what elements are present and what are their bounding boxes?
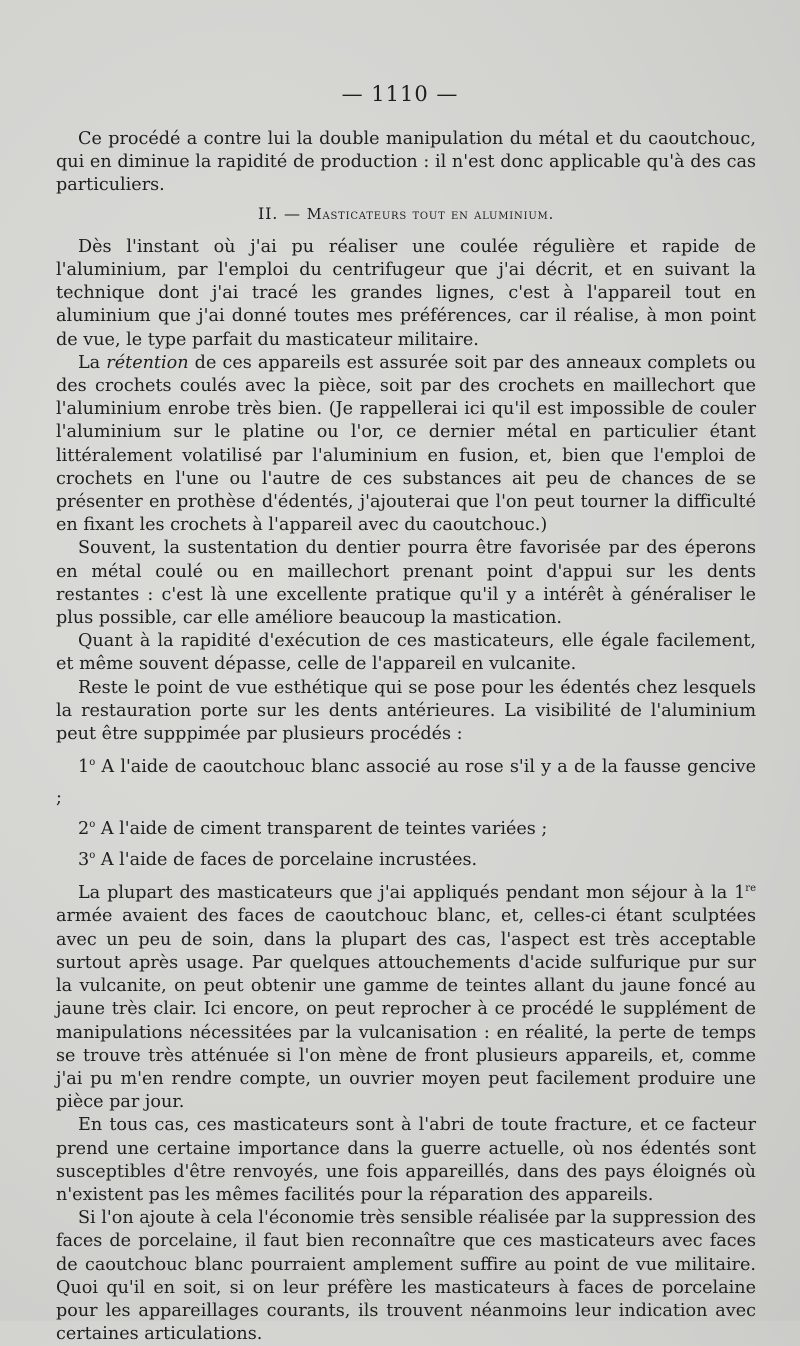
list-marker: 1 bbox=[78, 757, 90, 778]
list-marker: 2 bbox=[78, 819, 90, 840]
body-text bbox=[56, 128, 756, 1346]
section-title: Masticateurs tout en aluminium. bbox=[306, 206, 554, 223]
paragraph: Quant à la rapidité d'exécution de ces masticateurs, elle égale facilement, et même souvent dépasse, celle de l'appareil en vulcanite. bbox=[56, 631, 756, 675]
section-number: II. — bbox=[257, 203, 301, 223]
list-marker-sup: o bbox=[89, 819, 96, 831]
paragraph: Souvent, la sustentation du dentier pourra être favorisée par des éperons en métal coulé ou en maillechort prenant point d'appui sur les dents restantes : c'est là une excellente pratique qu'il y a intérêt à généraliser le plus possible, car elle améliore beaucoup la mastication. bbox=[56, 538, 756, 629]
list-marker-sup: o bbox=[89, 850, 96, 862]
paragraph: Dès l'instant où j'ai pu réaliser une coulée régulière et rapide de l'aluminium, par l'emploi du centrifugeur que j'ai décrit, et en suivant la technique dont j'ai tracé les grandes lignes, c'est à l'appareil tout en aluminium que j'ai donné toutes mes préférences, car il réalise, à mon point de vue, le type parfait du masticateur militaire. bbox=[56, 236, 756, 350]
paragraph-text: La bbox=[78, 352, 107, 373]
list-marker-sup: o bbox=[89, 757, 96, 769]
paragraph-text: La plupart des masticateurs que j'ai appliqués pendant mon séjour à la 1 bbox=[78, 883, 746, 904]
paragraph-text: armée avaient des faces de caoutchouc blanc, et, celles-ci étant sculptées avec un peu de soin, dans la plupart des cas, l'aspect est très acceptable surtout après usage. Par quelques attouchements d'acide sulfurique pur sur la vulcanite, on peut obtenir une gamme de teintes allant du jaune foncé au jaune très clair. Ici encore, on peut reprocher à ce procédé le supplément de manipulations nécessitées par la vulcanisation : en réalité, la perte de temps se trouve très atténuée si l'on mène de front plusieurs appareils, et, comme j'ai pu m'en rendre compte, un ouvrier moyen peut facilement produire une pièce par jour. bbox=[56, 906, 756, 1113]
list-text: A l'aide de ciment transparent de teintes variées ; bbox=[95, 819, 548, 840]
list-item bbox=[56, 752, 756, 814]
list-text: A l'aide de caoutchouc blanc associé au rose s'il y a de la fausse gencive ; bbox=[56, 757, 756, 809]
paragraph bbox=[56, 352, 756, 538]
paragraph-text: de ces appareils est assurée soit par des anneaux complets ou des crochets coulés avec la pièce, soit par des crochets en maillechort que l'aluminium enrobe très bien. (Je rappellerai ici qu'il est impossible de couler l'aluminium sur le platine ou l'or, ce dernier métal en particulier étant littéralement volatilisé par l'aluminium en fusion, et, bien que l'emploi de crochets en l'une ou l'autre de ces substances ait peu de chances de se présenter en prothèse d'édentés, j'ajouterai que l'on peut tourner la difficulté en fixant les crochets à l'appareil avec du caoutchouc.) bbox=[56, 352, 756, 536]
paragraph: Si l'on ajoute à cela l'économie très sensible réalisée par la suppression des faces de porcelaine, il faut bien reconnaître que ces masticateurs avec faces de caoutchouc blanc pourraient amplement suffire au point de vue militaire. Quoi qu'il en soit, si on leur préfère les masticateurs à faces de porcelaine pour les appareillages courants, ils trouvent néanmoins leur indication avec certaines articulations. bbox=[56, 1208, 756, 1345]
page-number: — 1110 — bbox=[341, 82, 459, 106]
paragraph bbox=[56, 882, 756, 1114]
list-text: A l'aide de faces de porcelaine incrustées. bbox=[95, 850, 478, 871]
section-heading bbox=[56, 202, 756, 227]
italic-term: rétention bbox=[106, 352, 189, 373]
paragraph: Ce procédé a contre lui la double manipulation du métal et du caoutchouc, qui en diminue la rapidité de production : il n'est donc applicable qu'à des cas particuliers. bbox=[56, 129, 756, 196]
paragraph: Reste le point de vue esthétique qui se pose pour les édentés chez lesquels la restauration porte sur les dents antérieures. La visibilité de l'aluminium peut être supppimée par plusieurs procédés : bbox=[56, 677, 756, 745]
paragraph: En tous cas, ces masticateurs sont à l'abri de toute fracture, et ce facteur prend une certaine importance dans la guerre actuelle, où nos édentés sont susceptibles d'être renvoyés, une fois appareillés, dans des pays éloignés où n'existent pas les mêmes facilités pour la réparation des appareils. bbox=[56, 1115, 756, 1205]
list-item bbox=[56, 814, 756, 845]
list-item bbox=[56, 845, 756, 876]
list-marker: 3 bbox=[78, 850, 90, 871]
ordinal-sup: re bbox=[745, 883, 756, 895]
